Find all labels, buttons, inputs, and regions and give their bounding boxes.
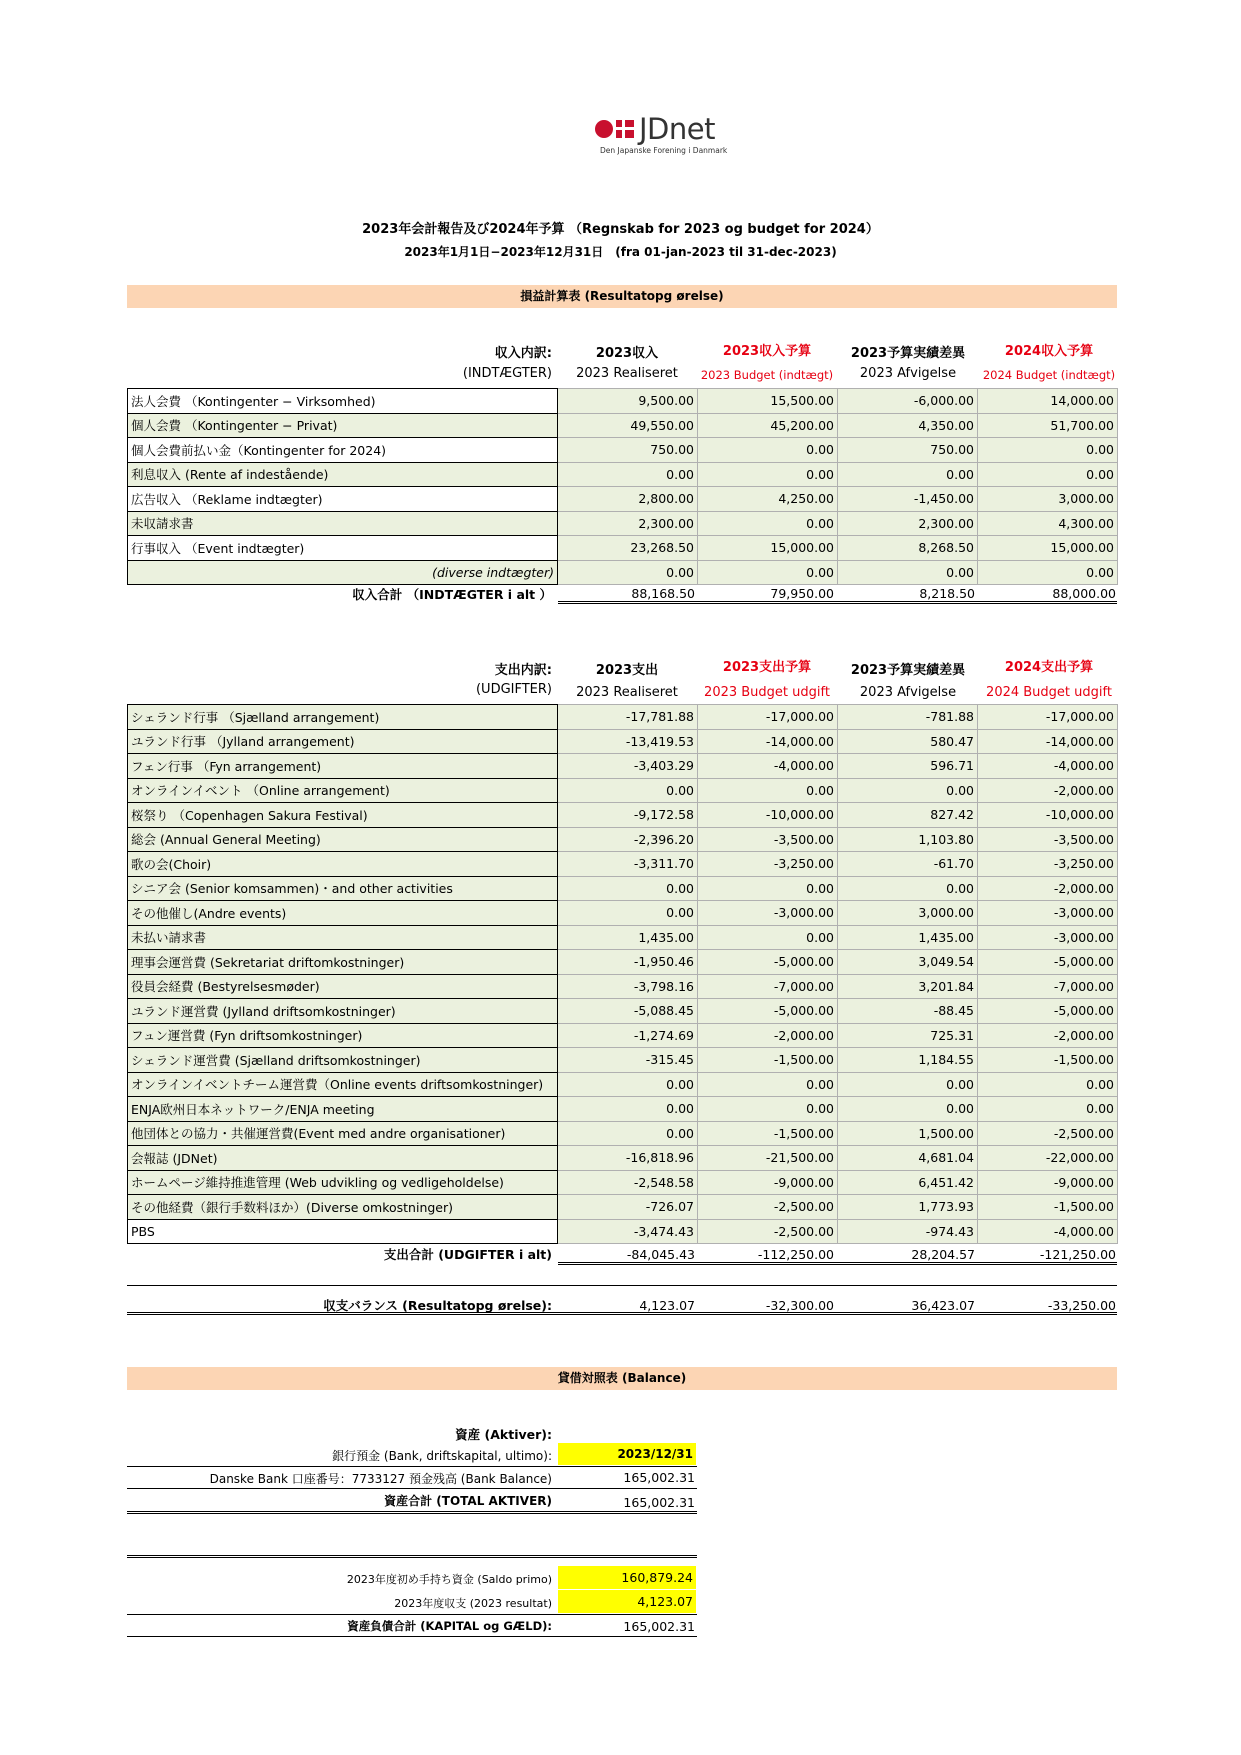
income-total-value: 88,168.50 <box>631 586 695 601</box>
bank-date-cell: 2023/12/31 <box>558 1443 696 1465</box>
assets-total-value: 165,002.31 <box>623 1495 695 1510</box>
row-label: 会報誌 (JDNet) <box>128 1146 558 1171</box>
row-value: 0.00 <box>838 778 978 803</box>
row-value: 0.00 <box>838 560 978 585</box>
row-label: シェランド行事 （Sjælland arrangement) <box>128 705 558 730</box>
row-value: -3,311.70 <box>558 852 698 877</box>
row-value: -1,450.00 <box>838 487 978 512</box>
row-value: 0.00 <box>978 560 1118 585</box>
row-value: -974.43 <box>838 1219 978 1244</box>
table-row <box>128 536 1118 561</box>
income-table <box>127 388 1118 585</box>
row-value: -5,000.00 <box>698 950 838 975</box>
result-value: -32,300.00 <box>765 1298 834 1313</box>
row-value: -10,000.00 <box>978 803 1118 828</box>
expenses-col2-subheader: 2023 Budget udgift <box>704 685 830 700</box>
row-value: 0.00 <box>558 462 698 487</box>
table-row <box>128 462 1118 487</box>
row-label: 理事会運営費 (Sekretariat driftomkostninger) <box>128 950 558 975</box>
row-value: -3,500.00 <box>698 827 838 852</box>
table-row <box>128 1097 1118 1122</box>
row-label: フェン行事 （Fyn arrangement) <box>128 754 558 779</box>
income-statement-band: 損益計算表 (Resultatopg ørelse) <box>127 285 1117 308</box>
expenses-table <box>127 704 1118 1244</box>
row-value: -3,000.00 <box>698 901 838 926</box>
result-value: 4,123.07 <box>639 1298 695 1313</box>
capital-topline <box>127 1555 697 1558</box>
row-value: 4,250.00 <box>698 487 838 512</box>
table-row <box>128 1170 1118 1195</box>
income-col1-subheader: 2023 Realiseret <box>576 366 678 381</box>
row-value: -9,000.00 <box>698 1170 838 1195</box>
row-label: その他催し(Andre events) <box>128 901 558 926</box>
row-value: 2,800.00 <box>558 487 698 512</box>
danske-bank-value: 165,002.31 <box>623 1470 695 1485</box>
row-value: 0.00 <box>838 1072 978 1097</box>
row-value: 1,435.00 <box>558 925 698 950</box>
income-total-value: 8,218.50 <box>919 586 975 601</box>
row-value: 750.00 <box>558 438 698 463</box>
row-value: 4,681.04 <box>838 1146 978 1171</box>
row-label: オンラインイベントチーム運営費（Online events driftsomkostninger) <box>128 1072 558 1097</box>
table-row <box>128 389 1118 414</box>
result-value: -33,250.00 <box>1047 1298 1116 1313</box>
row-value: -3,250.00 <box>978 852 1118 877</box>
assets-line <box>127 1466 697 1467</box>
row-label: 歌の会(Choir) <box>128 852 558 877</box>
balance-band: 貸借対照表 (Balance) <box>127 1367 1117 1390</box>
income-col4-header: 2024収入予算 <box>1004 344 1094 359</box>
row-value: -10,000.00 <box>698 803 838 828</box>
document-period: 2023年1月1日−2023年12月31日 (fra 01-jan-2023 til 31-dec-2023) <box>404 245 837 259</box>
expenses-col2-header: 2023支出予算 <box>722 660 812 675</box>
row-value: 0.00 <box>978 1072 1118 1097</box>
table-row <box>128 950 1118 975</box>
assets-total-label: 資産合計 (TOTAL AKTIVER) <box>384 1494 552 1508</box>
row-value: -61.70 <box>838 852 978 877</box>
row-value: 1,500.00 <box>838 1121 978 1146</box>
row-value: -1,274.69 <box>558 1023 698 1048</box>
row-label: 役員会経費 (Bestyrelsesmøder) <box>128 974 558 999</box>
income-total-label: 収入合計 （INDTÆGTER i alt ） <box>352 587 552 602</box>
row-label: (diverse indtægter) <box>128 560 558 585</box>
table-row <box>128 754 1118 779</box>
assets-total-underline <box>127 1511 697 1514</box>
row-value: -17,000.00 <box>698 705 838 730</box>
row-value: -3,798.16 <box>558 974 698 999</box>
row-value: 15,500.00 <box>698 389 838 414</box>
expenses-total-value: -121,250.00 <box>1039 1247 1116 1262</box>
row-value: 0.00 <box>558 1097 698 1122</box>
row-value: -2,548.58 <box>558 1170 698 1195</box>
row-label: 利息収入 (Rente af indestående) <box>128 462 558 487</box>
row-value: 725.31 <box>838 1023 978 1048</box>
row-value: 0.00 <box>698 438 838 463</box>
row-value: -3,000.00 <box>978 925 1118 950</box>
table-row <box>128 876 1118 901</box>
row-value: 750.00 <box>838 438 978 463</box>
table-row <box>128 925 1118 950</box>
row-value: 9,500.00 <box>558 389 698 414</box>
row-value: 0.00 <box>838 1097 978 1122</box>
table-row <box>128 1023 1118 1048</box>
row-value: -88.45 <box>838 999 978 1024</box>
document-title: 2023年会計報告及び2024年予算 （Regnskab for 2023 og budget for 2024） <box>362 222 879 237</box>
row-value: -5,000.00 <box>978 999 1118 1024</box>
expenses-col1-subheader: 2023 Realiseret <box>576 685 678 700</box>
row-value: 45,200.00 <box>698 413 838 438</box>
capital-line <box>127 1614 697 1615</box>
row-label: 広告収入 （Reklame indtægter) <box>128 487 558 512</box>
income-total-value: 88,000.00 <box>1052 586 1116 601</box>
row-value: 2,300.00 <box>838 511 978 536</box>
row-value: 0.00 <box>558 876 698 901</box>
row-value: 0.00 <box>698 560 838 585</box>
row-value: -22,000.00 <box>978 1146 1118 1171</box>
row-value: 0.00 <box>698 778 838 803</box>
table-row <box>128 1219 1118 1244</box>
row-value: -1,500.00 <box>978 1195 1118 1220</box>
result-label: 収支バランス (Resultatopg ørelse): <box>323 1298 552 1313</box>
row-value: -3,000.00 <box>978 901 1118 926</box>
capital-total-value: 165,002.31 <box>623 1619 695 1634</box>
row-label: 未収請求書 <box>128 511 558 536</box>
income-col3-header: 2023予算実績差異 <box>850 346 966 361</box>
row-value: 14,000.00 <box>978 389 1118 414</box>
row-value: -2,000.00 <box>698 1023 838 1048</box>
result-underline <box>127 1312 1117 1315</box>
table-row <box>128 852 1118 877</box>
table-row <box>128 413 1118 438</box>
row-value: -7,000.00 <box>698 974 838 999</box>
row-value: -2,000.00 <box>978 778 1118 803</box>
result-value: 36,423.07 <box>911 1298 975 1313</box>
row-value: 8,268.50 <box>838 536 978 561</box>
result-topline <box>127 1285 1117 1286</box>
row-value: 1,435.00 <box>838 925 978 950</box>
expenses-col1-header: 2023支出 <box>595 663 659 678</box>
row-value: -14,000.00 <box>698 729 838 754</box>
expenses-col4-header: 2024支出予算 <box>1004 660 1094 675</box>
expenses-col3-header: 2023予算実績差異 <box>850 663 966 678</box>
row-value: -5,000.00 <box>698 999 838 1024</box>
row-value: -4,000.00 <box>978 1219 1118 1244</box>
row-value: 0.00 <box>978 1097 1118 1122</box>
capital-bottomline <box>127 1636 697 1637</box>
income-col2-subheader: 2023 Budget (indtægt) <box>700 368 834 382</box>
row-value: -1,500.00 <box>698 1121 838 1146</box>
row-value: -17,781.88 <box>558 705 698 730</box>
row-value: 15,000.00 <box>698 536 838 561</box>
row-value: -3,500.00 <box>978 827 1118 852</box>
row-value: -9,000.00 <box>978 1170 1118 1195</box>
income-total-value: 79,950.00 <box>770 586 834 601</box>
row-value: 2,300.00 <box>558 511 698 536</box>
income-col1-header: 2023収入 <box>595 346 659 361</box>
row-value: 3,049.54 <box>838 950 978 975</box>
row-value: 0.00 <box>838 462 978 487</box>
row-value: -14,000.00 <box>978 729 1118 754</box>
row-value: -13,419.53 <box>558 729 698 754</box>
row-label: 桜祭り （Copenhagen Sakura Festival) <box>128 803 558 828</box>
expenses-col4-subheader: 2024 Budget udgift <box>986 685 1112 700</box>
row-value: -3,250.00 <box>698 852 838 877</box>
row-value: 0.00 <box>698 876 838 901</box>
row-value: -2,000.00 <box>978 1023 1118 1048</box>
row-value: 0.00 <box>558 778 698 803</box>
row-value: -2,396.20 <box>558 827 698 852</box>
row-value: 0.00 <box>978 438 1118 463</box>
row-value: -5,088.45 <box>558 999 698 1024</box>
row-value: 0.00 <box>698 1097 838 1122</box>
bank-label: 銀行預金 (Bank, driftskapital, ultimo): <box>332 1449 552 1463</box>
expenses-total-label: 支出合計 (UDGIFTER i alt) <box>383 1247 552 1262</box>
saldo-primo-value: 160,879.24 <box>558 1566 696 1589</box>
row-value: -2,000.00 <box>978 876 1118 901</box>
row-value: 0.00 <box>558 901 698 926</box>
row-label: シェランド運営費 (Sjælland driftsomkostninger) <box>128 1048 558 1073</box>
row-value: 827.42 <box>838 803 978 828</box>
danske-bank-label: Danske Bank 口座番号：7733127 預金残高 (Bank Balance) <box>209 1472 552 1486</box>
row-value: 6,451.42 <box>838 1170 978 1195</box>
expenses-col3-subheader: 2023 Afvigelse <box>859 685 957 700</box>
table-row <box>128 560 1118 585</box>
row-value: -2,500.00 <box>698 1219 838 1244</box>
row-value: 0.00 <box>698 462 838 487</box>
income-heading: 収入内訳: <box>494 346 552 361</box>
row-label: 未払い請求書 <box>128 925 558 950</box>
row-label: 個人会費 （Kontingenter − Privat) <box>128 413 558 438</box>
row-label: ホームページ維持推進管理 (Web udvikling og vedligeholdelse) <box>128 1170 558 1195</box>
expenses-heading: 支出内訳: <box>494 663 552 678</box>
result-2023-value: 4,123.07 <box>558 1590 696 1613</box>
row-value: 23,268.50 <box>558 536 698 561</box>
row-value: -726.07 <box>558 1195 698 1220</box>
logo-subtitle: Den Japanske Forening i Danmark <box>600 146 728 155</box>
row-value: 0.00 <box>558 560 698 585</box>
row-value: 0.00 <box>698 511 838 536</box>
row-value: -2,500.00 <box>978 1121 1118 1146</box>
saldo-primo-label: 2023年度初め手持ち資金 (Saldo primo) <box>346 1573 552 1586</box>
jdnet-logo <box>595 112 755 162</box>
table-row <box>128 999 1118 1024</box>
row-value: 15,000.00 <box>978 536 1118 561</box>
table-row <box>128 487 1118 512</box>
row-value: -3,403.29 <box>558 754 698 779</box>
income-col4-subheader: 2024 Budget (indtægt) <box>982 368 1116 382</box>
table-row <box>128 1146 1118 1171</box>
row-value: 596.71 <box>838 754 978 779</box>
table-row <box>128 511 1118 536</box>
table-row <box>128 803 1118 828</box>
row-value: 4,300.00 <box>978 511 1118 536</box>
expenses-total-value: 28,204.57 <box>911 1247 975 1262</box>
table-row <box>128 729 1118 754</box>
row-value: 580.47 <box>838 729 978 754</box>
row-value: -1,500.00 <box>698 1048 838 1073</box>
income-col2-header: 2023収入予算 <box>722 344 812 359</box>
row-label: 他団体との協力・共催運営費(Event med andre organisationer) <box>128 1121 558 1146</box>
result-2023-label: 2023年度収支 (2023 resultat) <box>394 1597 552 1610</box>
table-row <box>128 1121 1118 1146</box>
table-row <box>128 778 1118 803</box>
row-value: -17,000.00 <box>978 705 1118 730</box>
logo-mark-icon <box>595 120 634 139</box>
row-label: オンラインイベント （Online arrangement) <box>128 778 558 803</box>
row-value: 0.00 <box>698 925 838 950</box>
table-row <box>128 1195 1118 1220</box>
row-value: -16,818.96 <box>558 1146 698 1171</box>
row-value: -4,000.00 <box>978 754 1118 779</box>
table-row <box>128 1048 1118 1073</box>
row-value: 0.00 <box>838 876 978 901</box>
row-value: 3,000.00 <box>838 901 978 926</box>
expenses-total-value: -112,250.00 <box>757 1247 834 1262</box>
row-value: -1,950.46 <box>558 950 698 975</box>
row-label: 法人会費 （Kontingenter − Virksomhed) <box>128 389 558 414</box>
row-value: 49,550.00 <box>558 413 698 438</box>
expenses-heading-dk: (UDGIFTER) <box>475 682 552 697</box>
row-label: フュン運営費 (Fyn driftsomkostninger) <box>128 1023 558 1048</box>
table-row <box>128 974 1118 999</box>
expenses-total-underline <box>558 1262 1117 1265</box>
table-row <box>128 901 1118 926</box>
table-row <box>128 1072 1118 1097</box>
row-value: 51,700.00 <box>978 413 1118 438</box>
row-value: -6,000.00 <box>838 389 978 414</box>
row-value: -315.45 <box>558 1048 698 1073</box>
row-value: -1,500.00 <box>978 1048 1118 1073</box>
row-value: -3,474.43 <box>558 1219 698 1244</box>
row-label: PBS <box>128 1219 558 1244</box>
row-value: -21,500.00 <box>698 1146 838 1171</box>
row-label: シニア会 (Senior komsammen)・and other activities <box>128 876 558 901</box>
income-heading-dk: (INDTÆGTER) <box>462 366 552 381</box>
income-col3-subheader: 2023 Afvigelse <box>859 366 957 381</box>
row-value: 0.00 <box>978 462 1118 487</box>
row-label: ENJA欧州日本ネットワーク/ENJA meeting <box>128 1097 558 1122</box>
row-value: 1,773.93 <box>838 1195 978 1220</box>
row-value: -5,000.00 <box>978 950 1118 975</box>
row-value: 3,000.00 <box>978 487 1118 512</box>
income-total-underline <box>558 601 1117 604</box>
row-value: 1,103.80 <box>838 827 978 852</box>
row-value: 1,184.55 <box>838 1048 978 1073</box>
row-label: ユランド運営費 (Jylland driftsomkostninger) <box>128 999 558 1024</box>
row-label: その他経費（銀行手数料ほか）(Diverse omkostninger) <box>128 1195 558 1220</box>
capital-total-label: 資産負債合計 (KAPITAL og GÆLD): <box>347 1619 552 1633</box>
row-value: 0.00 <box>558 1121 698 1146</box>
row-value: -4,000.00 <box>698 754 838 779</box>
expenses-total-value: -84,045.43 <box>626 1247 695 1262</box>
row-label: ユランド行事 （Jylland arrangement) <box>128 729 558 754</box>
row-value: -2,500.00 <box>698 1195 838 1220</box>
row-label: 総会 (Annual General Meeting) <box>128 827 558 852</box>
row-value: -9,172.58 <box>558 803 698 828</box>
row-value: 0.00 <box>698 1072 838 1097</box>
row-value: -7,000.00 <box>978 974 1118 999</box>
row-label: 個人会費前払い金（Kontingenter for 2024) <box>128 438 558 463</box>
row-value: 3,201.84 <box>838 974 978 999</box>
table-row <box>128 827 1118 852</box>
table-row <box>128 438 1118 463</box>
row-value: -781.88 <box>838 705 978 730</box>
row-label: 行事収入 （Event indtægter) <box>128 536 558 561</box>
logo-name: JDnet <box>639 112 715 146</box>
row-value: 0.00 <box>558 1072 698 1097</box>
table-row <box>128 705 1118 730</box>
assets-heading: 資産 (Aktiver): <box>455 1427 552 1442</box>
row-value: 4,350.00 <box>838 413 978 438</box>
assets-line <box>127 1488 697 1489</box>
